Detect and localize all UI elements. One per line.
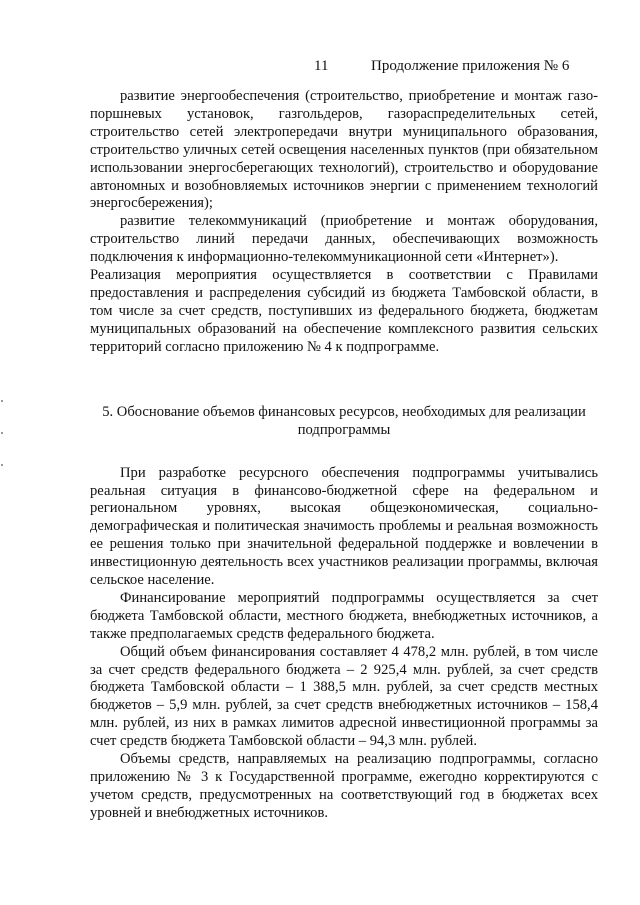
- scan-mark: [1, 400, 3, 402]
- paragraph: развитие энергообеспечения (строительство, приобретение и монтаж газо-поршневых установок, газгольдеров, газораспределительных сетей, строительство сетей электропередачи внутри муниципального образования, строительство уличных сетей освещения населенных пунктов (при обязательном использовании энергосберегающих технологий), строительство и оборудование автономных и возобновляемых источников энергии с применением технологий энергосбережения);: [90, 88, 598, 212]
- section-gap: [90, 439, 598, 465]
- paragraph: Реализация мероприятия осуществляется в соответствии с Правилами предоставления и распределения субсидий из бюджета Тамбовской области, в том числе за счет средств, поступивших из федерального бюджета, бюджетам муниципальных образований на обеспечение комплексного развития сельских территорий согласно приложению № 4 к подпрограмме.: [90, 267, 598, 355]
- paragraph: Общий объем финансирования составляет 4 478,2 млн. рублей, в том числе за счет средств федерального бюджета – 2 925,4 млн. рублей, за счет средств бюджета Тамбовской области – 1 388,5 млн. рублей, за счет средств местных бюджетов – 5,9 млн. рублей, за счет средств внебюджетных источников – 158,4 млн. рублей, из них в рамках лимитов адресной инвестиционной программы за счет средств бюджета Тамбовской области – 94,3 млн. рублей.: [90, 643, 598, 750]
- continuation-label: Продолжение приложения № 6: [371, 58, 570, 74]
- page-header: [0, 58, 640, 78]
- paragraph: развитие телекоммуникаций (приобретение и монтаж оборудования, строительство линий передачи данных, обеспечивающих возможность подключения к информационно-телекоммуникационной сети «Интернет»).: [90, 213, 598, 266]
- section-heading: 5. Обоснование объемов финансовых ресурсов, необходимых для реализации подпрограммы: [102, 403, 586, 438]
- page-number: 11: [314, 58, 329, 74]
- document-body: [90, 88, 598, 823]
- scan-mark: [1, 464, 3, 466]
- scan-mark: [1, 432, 3, 434]
- scan-margin-marks: [0, 400, 4, 510]
- paragraph: Финансирование мероприятий подпрограммы осуществляется за счет бюджета Тамбовской области, местного бюджета, внебюджетных источников, а также предполагаемых средств федерального бюджета.: [90, 589, 598, 642]
- paragraph: При разработке ресурсного обеспечения подпрограммы учитывались реальная ситуация в финансово-бюджетной сфере на федеральном и региональном уровнях, высокая общеэкономическая, социально-демографическая и политическая значимость проблемы и реальная возможность ее решения только при значительной федеральной поддержке и вовлечении в инвестиционную деятельность всех участников реализации программы, включая сельское население.: [90, 464, 598, 589]
- paragraph: Объемы средств, направляемых на реализацию подпрограммы, согласно приложению № 3 к Государственной программе, ежегодно корректируются с учетом средств, предусмотренных на соответствующий год в бюджетах всех уровней и внебюджетных источников.: [90, 751, 598, 821]
